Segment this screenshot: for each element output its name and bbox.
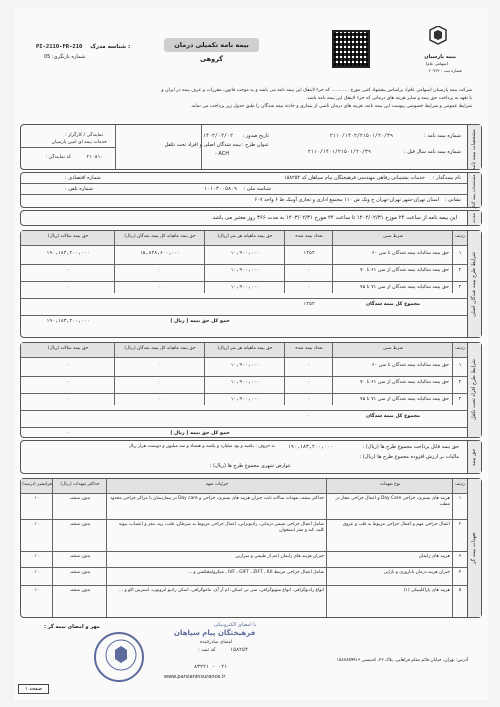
doc-code bbox=[36, 44, 130, 51]
qr-code-icon bbox=[332, 30, 370, 68]
representative-name: خدمات بیمه ای امین پارسیان bbox=[51, 140, 107, 145]
table-cell: بدون سقف bbox=[69, 570, 91, 575]
table-cell: ۰ bbox=[158, 380, 162, 385]
coverage-table bbox=[20, 478, 482, 618]
policy-info-section-label: مشخصات بیمه نامه bbox=[471, 129, 477, 170]
issue-date: ۱۴۰۲/۰۴/۰۲ bbox=[202, 133, 233, 139]
table-cell: حق بیمه سالیانه بیمه شدگان از سن ۷۱ تا ۷۵ bbox=[360, 397, 449, 402]
document-title: بیمه نامه تکمیلی درمان گروهی bbox=[164, 38, 259, 52]
prev-policy-number-label: شماره بیمه نامه سال قبل : bbox=[403, 149, 461, 155]
intro-text: شرکت بیمه پارسیان (سهامی عام)، براساس پیشنهاد کتبی مورخ ............ که جزء لاینفک این بیمه نامه می باشد و به موجب قانون، مقررات و عرف بیمه در ایران و bbox=[161, 88, 472, 93]
table-cell: ۰ bbox=[307, 268, 311, 273]
insured-address: استان تهران-شهر تهران-تهران خ ونک ش ۱۱۰ مجتمع اداری و تجاری آوینک ط ۶ واحد ۶۰۷ bbox=[254, 197, 439, 203]
row-divider bbox=[21, 410, 467, 411]
table-cell: ۱۰,۹۰۰,۰۰۰ bbox=[230, 268, 260, 273]
policy-info-side bbox=[467, 125, 481, 169]
page-number: صفحه ۱ bbox=[18, 684, 49, 694]
column-divider bbox=[114, 231, 115, 293]
registration-code: ۱۵۸۲۵۴ bbox=[230, 647, 249, 653]
total-insured-label: مجموع کل بیمه شدگان bbox=[365, 302, 421, 307]
column-header: نوع تعهدات bbox=[379, 482, 401, 487]
table-cell: ۱۰ bbox=[34, 496, 40, 501]
grand-total-value: ۱۹۰,۱۸۳,۲۰۰,۰۰۰ bbox=[46, 319, 90, 324]
table-cell: ۴ bbox=[458, 570, 462, 575]
row-divider bbox=[21, 298, 467, 299]
insured-info-side bbox=[467, 173, 481, 207]
table-cell: ۲ bbox=[458, 522, 462, 527]
table-cell: حق بیمه سالیانه بیمه شدگان از سن ۶۱ تا ۷۰ bbox=[360, 380, 449, 385]
logo bbox=[418, 26, 458, 54]
table-cell: بدون سقف bbox=[69, 522, 91, 527]
column-header: شرط سنی bbox=[382, 234, 404, 239]
phone-label: شماره تلفن : bbox=[65, 186, 93, 192]
table-cell: ۰ bbox=[66, 268, 70, 273]
intro-text-3: شرایط عمومی و شرایط خصوصی پیوست این بیمه نامه، هزینه های درمان ناشی از بیماری و حادثه بیمه شدگان را طبق جدول زیر پرداخت می نماید. bbox=[190, 104, 472, 109]
premium-total-label: حق بیمه قابل پرداخت مجموع طرح ها (ریال) : bbox=[362, 444, 459, 450]
column-divider bbox=[204, 231, 205, 293]
table-cell: ۰ bbox=[158, 268, 162, 273]
economic-number-label: شماره اقتصادی : bbox=[65, 175, 101, 181]
row-divider bbox=[21, 357, 467, 358]
table-cell: ۱۰ bbox=[34, 570, 40, 575]
column-header: حق بیمه ماهیانه کل بیمه شدگان (ریال) bbox=[124, 234, 196, 239]
representative-label: نمایندگی / کارگزار : bbox=[65, 133, 103, 138]
address-label: نشانی : bbox=[444, 197, 461, 203]
grand-total-value: ۰ bbox=[66, 431, 70, 436]
column-divider bbox=[114, 343, 115, 405]
stamp-text: فرهیختگان پیام سپاهان bbox=[174, 629, 256, 637]
insured-name-label: نام بیمه‌گذار : bbox=[432, 175, 461, 181]
column-divider bbox=[204, 343, 205, 405]
table-side-label: شرایط طرح بیمه شدگان اصلی bbox=[471, 251, 477, 317]
duration-side bbox=[467, 211, 481, 225]
table-cell: ۳ bbox=[458, 285, 462, 290]
column-divider bbox=[332, 343, 333, 405]
table-side bbox=[467, 231, 481, 337]
policy-document bbox=[14, 8, 488, 700]
premium-table-main bbox=[20, 230, 482, 338]
table-cell: ۰ bbox=[66, 285, 70, 290]
table-cell: ۱ bbox=[458, 496, 462, 501]
table-cell: ۲ bbox=[458, 380, 462, 385]
row-divider bbox=[21, 551, 467, 552]
plan-code: ACH - bbox=[215, 151, 229, 157]
representative-code-label: کد نمایندگی : bbox=[45, 155, 71, 160]
prev-policy-number: ۲۱۱۰/۱۴۰۱/۲۱۵۰۱/۲۰/۳۹ bbox=[307, 149, 371, 155]
grand-total-label: جمع کل حق بیمه ( ریال ) bbox=[170, 431, 230, 436]
table-cell: بدون سقف bbox=[69, 496, 91, 501]
signer-label: مهر و امضای بیمه گر : bbox=[44, 624, 100, 630]
row-divider bbox=[21, 281, 467, 282]
city-tax-label: عوارض شهری مجموع طرح ها (ریال) : bbox=[209, 463, 291, 469]
table-side-label: شرایط طرح افراد تحت تکفل bbox=[471, 359, 477, 421]
duration-section-label: مدت bbox=[471, 213, 477, 224]
table-cell: ۱۰,۹۰۰,۰۰۰ bbox=[230, 363, 260, 368]
row-divider bbox=[21, 427, 467, 428]
table-cell: ۱۰ bbox=[34, 588, 40, 593]
plan-label: عنوان طرح : bbox=[242, 142, 269, 148]
national-id: ۱۰۱۰۳۰۰۵۸۰۹ bbox=[203, 186, 237, 192]
table-cell: ۱ bbox=[458, 363, 462, 368]
table-cell: ۰ bbox=[307, 397, 311, 402]
company-sub: (سهامی عام) bbox=[425, 61, 448, 66]
registration-code-label: کد ثبت : bbox=[198, 647, 216, 653]
table-cell: ۱۵,۸۴۸,۶۰۰,۰۰۰ bbox=[139, 251, 181, 256]
column-header: حق بیمه ماهیانه هر نفر (ریال) bbox=[217, 346, 273, 351]
table-cell: حداکثر سقف تعهدات سالانه ثابت جبران هزینه های بستری، جراحی و Day care در بیمارستان یا مراکز جراحی محدود bbox=[110, 496, 324, 501]
grand-total-label: جمع کل حق بیمه ( ریال ) bbox=[170, 319, 230, 324]
policy-number: ۲۱۱۰/۱۴۰۲/۲۱۵۰۱/۲۰/۳۹ bbox=[329, 133, 393, 139]
plan-name: بیمه شدگان اصلی و افراد تحت تکفل bbox=[164, 142, 241, 148]
column-header: تعداد بیمه شده bbox=[295, 346, 323, 351]
column-divider bbox=[332, 231, 333, 293]
column-header: ردیف bbox=[455, 346, 465, 351]
column-divider bbox=[284, 343, 285, 405]
table-side bbox=[467, 479, 481, 617]
table-cell: حق بیمه سالیانه بیمه شدگان از سن ۷۱ تا ۷۵ bbox=[360, 285, 449, 290]
table-cell: ۰ bbox=[307, 285, 311, 290]
row-divider bbox=[21, 519, 467, 520]
company-address: آدرس: تهران، خیابان قائم مقام فراهانی، پلاک ۲۲، کدپستی ۱۵۸۷۸۵۹۹۱۶ bbox=[336, 658, 468, 663]
table-cell: ۱۰,۹۰۰,۰۰۰ bbox=[230, 380, 260, 385]
column-header: ردیف bbox=[455, 234, 465, 239]
column-divider bbox=[284, 231, 285, 293]
table-cell: ۰ bbox=[158, 363, 162, 368]
national-id-label: شناسه ملی : bbox=[243, 186, 271, 192]
table-cell: جبران هزینه های زایمان اعم از طبیعی و سزارین bbox=[235, 554, 324, 559]
premium-table-dependents bbox=[20, 342, 482, 438]
column-divider bbox=[452, 231, 453, 293]
total-insured-count: ۱۴۵۴ bbox=[303, 302, 315, 307]
company-stamp bbox=[94, 632, 144, 682]
duration-text: این بیمه نامه از ساعت ۲۴ مورخ ۱۴۰۲/۰۲/۳۱ تا ساعت ۲۴ مورخ ۱۴۰۳/۰۲/۳۱ به مدت ۳۶۶ روز معتبر می باشد. bbox=[211, 215, 457, 221]
table-cell: ۱ bbox=[458, 251, 462, 256]
table-cell: ۰ bbox=[307, 363, 311, 368]
table-cell: شامل اعمال جراحی شیمی درمانی، رادیوتراپی، اعمال جراحی مربوط به سرطان، قلب، ریه، مغز و اعصاب، پیوند کلیه، کبد و مغز استخوان bbox=[118, 522, 324, 533]
premium-totals-box bbox=[20, 440, 482, 474]
row-divider bbox=[21, 376, 467, 377]
table-side-label: تعهدات بیمه گر bbox=[471, 532, 477, 564]
table-cell: ۱۹۰,۱۸۳,۲۰۰,۰۰۰ bbox=[46, 251, 90, 256]
table-cell: انواع رادیوگرافی، انواع سونوگرافی، سی تی اسکن، ام آر آی، ماموگرافی، اسکن رادیو ایزوتوپ، استرس اکو و ... bbox=[118, 588, 324, 593]
table-cell: ۳ bbox=[458, 554, 462, 559]
table-cell: هزینه های زایمان bbox=[418, 554, 450, 559]
table-cell: ۰ bbox=[307, 380, 311, 385]
row-divider bbox=[21, 245, 467, 246]
row-divider bbox=[21, 315, 467, 316]
column-header: حق بیمه ماهیانه هر نفر (ریال) bbox=[217, 234, 273, 239]
table-cell: ۱۰ bbox=[34, 522, 40, 527]
premium-side bbox=[467, 441, 481, 473]
column-header: شرط سنی bbox=[382, 346, 404, 351]
column-header: جزئیات تعهد bbox=[205, 482, 229, 487]
intro-text-2: با تعهد به پرداخت حق بیمه و سایر هزینه های درمانی که جزء لاینفک این بیمه نامه باشد. bbox=[306, 96, 472, 101]
insured-info-box bbox=[20, 172, 482, 208]
table-cell: ۱۰,۹۰۰,۰۰۰ bbox=[230, 285, 260, 290]
table-cell: بدون سقف bbox=[69, 588, 91, 593]
table-cell: هزینه های پاراکلینیکی (۱) bbox=[403, 588, 450, 593]
vat-label: مالیات بر ارزش افزوده مجموع طرح ها (ریال) : bbox=[359, 454, 459, 460]
table-cell: ۰ bbox=[158, 285, 162, 290]
row-divider bbox=[21, 264, 467, 265]
policy-number-label: شماره بیمه نامه : bbox=[424, 133, 461, 139]
column-header: فرانشیز (درصد) bbox=[22, 482, 52, 487]
company-name: بیمه پارسیان bbox=[424, 54, 456, 60]
table-cell: ۵ bbox=[458, 588, 462, 593]
doc-code-value: PI-2110-FR-210 bbox=[36, 44, 83, 50]
table-cell: حق بیمه سالیانه بیمه شدگان تا سن ۶۰ bbox=[371, 251, 449, 256]
column-header: حق بیمه ماهیانه کل بیمه شدگان (ریال) bbox=[124, 346, 196, 351]
table-cell: حق بیمه سالیانه بیمه شدگان تا سن ۶۰ bbox=[371, 363, 449, 368]
premium-total-words: به حروف : یکصد و نود میلیارد و یکصد و هشتاد و سه میلیون و دویست هزار ریال bbox=[128, 444, 275, 449]
table-cell: ۰ bbox=[66, 363, 70, 368]
table-cell: ۰ bbox=[66, 380, 70, 385]
table-side bbox=[467, 343, 481, 437]
revision-number: شماره بازنگری: 05 bbox=[44, 54, 86, 60]
premium-total-value: ۱۹۰,۱۸۳,۲۰۰,۰۰۰ bbox=[287, 444, 333, 450]
column-header: ردیف bbox=[455, 482, 465, 487]
table-cell: ۰ bbox=[66, 397, 70, 402]
total-insured-label: مجموع کل بیمه شدگان bbox=[365, 414, 421, 419]
table-cell: بدون سقف bbox=[69, 554, 91, 559]
table-cell: جبران هزینه درمان ناباروری و نازایی bbox=[383, 570, 450, 575]
row-divider bbox=[21, 493, 467, 494]
insured-info-section-label: مشخصات بیمه گذار bbox=[471, 174, 476, 209]
doc-code-label: شناسه مدرک : bbox=[90, 44, 131, 50]
company-phone: ۸۳۲۲۱ - ۰۲۱ bbox=[194, 664, 228, 670]
row-divider bbox=[21, 567, 467, 568]
table-cell: ۰ bbox=[158, 397, 162, 402]
table-cell: اعمال جراحی مهم و اعمال جراحی مربوط به قلب و عروق bbox=[342, 522, 450, 527]
insured-name: خدمات پشتیبانی رفاهی مهندسی فرهیختگان پیام سپاهان کد ۱۵۸۲۵۴ bbox=[283, 175, 425, 181]
table-cell: شامل اعمال جراحی مرتبط IVF ، GIFT ، ZIFT ، IUI ، میکرواینجکشن و ... bbox=[187, 570, 324, 575]
column-header: حق بیمه سالانه (ریال) bbox=[47, 346, 89, 351]
company-website[interactable]: www.parsianinsurance.ir bbox=[164, 674, 226, 680]
column-header: حداکثر تعهدات (ریال) bbox=[60, 482, 100, 487]
table-cell: ۳ bbox=[458, 397, 462, 402]
representative-code: ۲۱۰۵۱۰ bbox=[86, 155, 103, 160]
column-header: حق بیمه سالانه (ریال) bbox=[47, 234, 89, 239]
table-cell: ۱۰,۹۰۰,۰۰۰ bbox=[230, 251, 260, 256]
table-cell: ۱۰,۹۰۰,۰۰۰ bbox=[230, 397, 260, 402]
electronic-signature: با امضای الکترونیکی bbox=[214, 622, 257, 628]
column-header: تعداد بیمه شده bbox=[295, 234, 323, 239]
table-cell: ۱۴۵۴ bbox=[303, 251, 315, 256]
column-divider bbox=[326, 479, 327, 617]
row-divider bbox=[21, 393, 467, 394]
table-cell: حق بیمه سالیانه بیمه شدگان از سن ۶۱ تا ۷۰ bbox=[360, 268, 449, 273]
table-cell: ۱۰ bbox=[34, 554, 40, 559]
total-insured-count: ۰ bbox=[307, 414, 311, 419]
issuer-label: امضای صادرکننده bbox=[200, 640, 233, 645]
table-cell: ۲ bbox=[458, 268, 462, 273]
table-cell: هزینه های بستری، جراحی Day Care و اعمال جراحی مجاز در مطب bbox=[335, 496, 450, 507]
issue-date-label: تاریخ صدور : bbox=[242, 133, 269, 139]
premium-section-label: حق بیمه bbox=[471, 448, 477, 466]
registration-number: شماره ثبت : ۲۰۷۳۲ bbox=[428, 68, 462, 73]
policy-info-box bbox=[20, 124, 482, 170]
column-divider bbox=[452, 343, 453, 405]
row-divider bbox=[21, 585, 467, 586]
duration-box bbox=[20, 210, 482, 226]
